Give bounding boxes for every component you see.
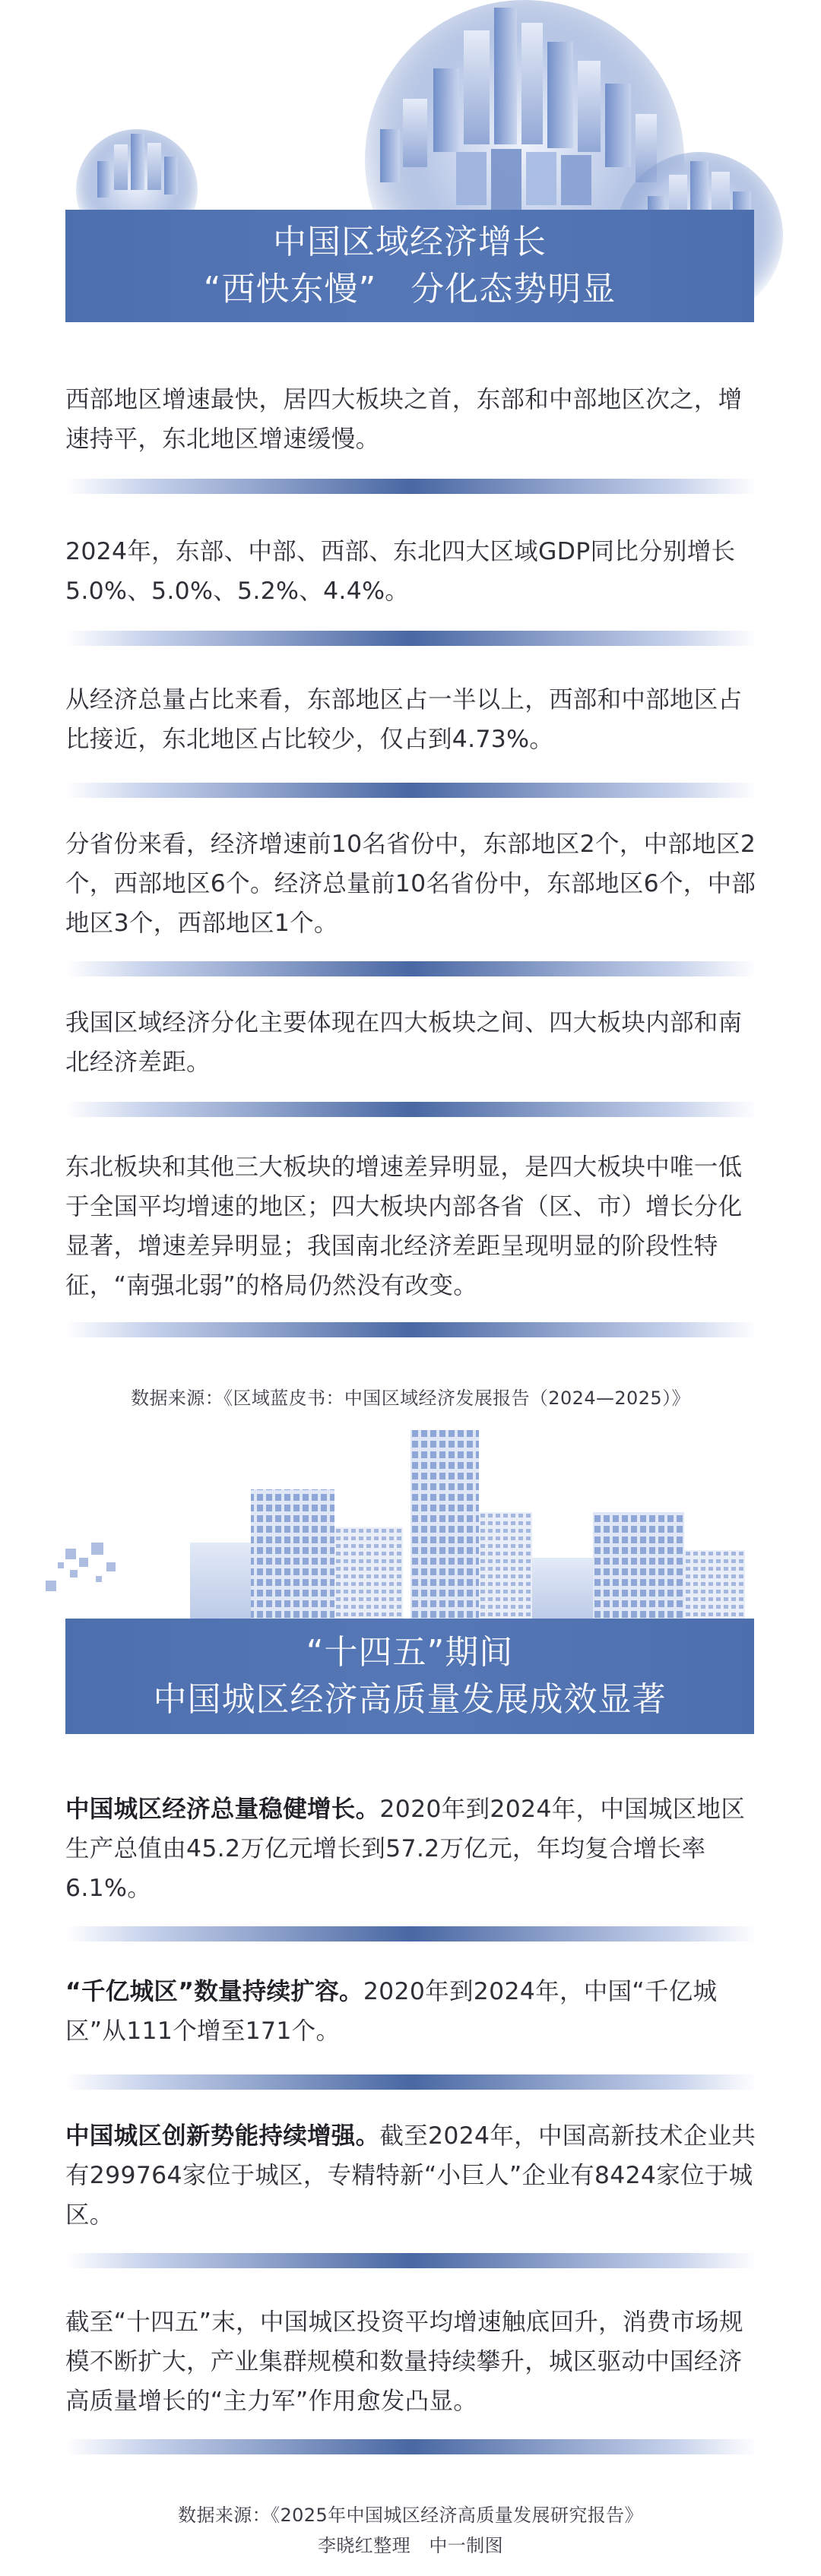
separator-bar	[65, 2074, 757, 2090]
section1-title-line1: 中国区域经济增长	[273, 223, 547, 261]
city-skyline-illustration	[0, 1429, 821, 1626]
section2-paragraph-2	[65, 1972, 757, 2051]
header-illustration-city	[0, 1429, 821, 1626]
section1-paragraph-3: 从经济总量占比来看，东部地区占一半以上，西部和中部地区占比接近，东北地区占比较少，仅占到4.73%。	[65, 686, 743, 753]
section2-paragraph-1-text: 2020年到2024年，中国城区地区生产总值由45.2万亿元增长到57.2万亿元，年均复合增长率6.1%。	[65, 1796, 746, 1902]
section2-paragraph-4-text: 截至“十四五”末，中国城区投资平均增速触底回升，消费市场规模不断扩大，产业集群规模和数量持续攀升，城区驱动中国经济高质量增长的“主力军”作用愈发凸显。	[65, 2309, 743, 2415]
section2-paragraph-3-lead: 中国城区创新势能持续增强。	[65, 2122, 380, 2150]
section1-paragraph-2: 2024年，东部、中部、西部、东北四大区域GDP同比分别增长5.0%、5.0%、5.2%、4.4%。	[65, 538, 736, 605]
section2-source: 数据来源：《2025年中国城区经济高质量发展研究报告》	[178, 2505, 643, 2526]
section2-title-banner	[65, 1619, 754, 1734]
section2-paragraph-1-lead: 中国城区经济总量稳健增长。	[65, 1796, 380, 1823]
section1-title-banner	[65, 210, 754, 322]
section1-paragraph-5: 我国区域经济分化主要体现在四大板块之间、四大板块内部和南北经济差距。	[65, 1009, 743, 1076]
separator-bar	[65, 479, 757, 494]
credit-line: 李晓红整理 中一制图	[318, 2535, 503, 2556]
section2-title-line2: 中国城区经济高质量发展成效显著	[153, 1680, 667, 1719]
section1-paragraph-6: 东北板块和其他三大板块的增速差异明显，是四大板块中唯一低于全国平均增速的地区；四大板块内部各省（区、市）增长分化显著，增速差异明显；我国南北经济差距呈现明显的阶段性特征，“南强北弱”的格局仍然没有改变。	[65, 1154, 743, 1299]
separator-bar	[65, 2439, 757, 2454]
section2-paragraph-2-text: 2020年到2024年，中国“千亿城区”从111个增至171个。	[65, 1978, 718, 2045]
separator-bar	[65, 631, 757, 646]
section2-paragraph-3-text: 截至2024年，中国高新技术企业共有299764家位于城区，专精特新“小巨人”企业有8424家位于城区。	[65, 2122, 756, 2229]
separator-bar	[65, 1926, 757, 1941]
section2-paragraph-3	[65, 2116, 757, 2235]
section2-paragraph-1	[65, 1790, 757, 1908]
section1-paragraph-1: 西部地区增速最快，居四大板块之首，东部和中部地区次之，增速持平，东北地区增速缓慢。	[65, 386, 743, 453]
section2-paragraph-2-lead: “千亿城区”数量持续扩容。	[65, 1978, 363, 2005]
section2-paragraph-4	[65, 2302, 757, 2421]
separator-bar	[65, 783, 757, 798]
section1-title-line2: “西快东慢” 分化态势明显	[203, 270, 617, 309]
section2-title-line1: “十四五”期间	[306, 1633, 514, 1672]
separator-bar	[65, 961, 757, 976]
separator-bar	[65, 1102, 757, 1117]
section1-paragraph-4: 分省份来看，经济增速前10名省份中，东部地区2个，中部地区2个，西部地区6个。经济总量前10名省份中，东部地区6个，中部地区3个，西部地区1个。	[65, 831, 756, 937]
separator-bar	[65, 1322, 757, 1337]
separator-bar	[65, 2253, 757, 2268]
section1-source: 数据来源：《区域蓝皮书：中国区域经济发展报告（2024—2025）》	[131, 1388, 690, 1409]
